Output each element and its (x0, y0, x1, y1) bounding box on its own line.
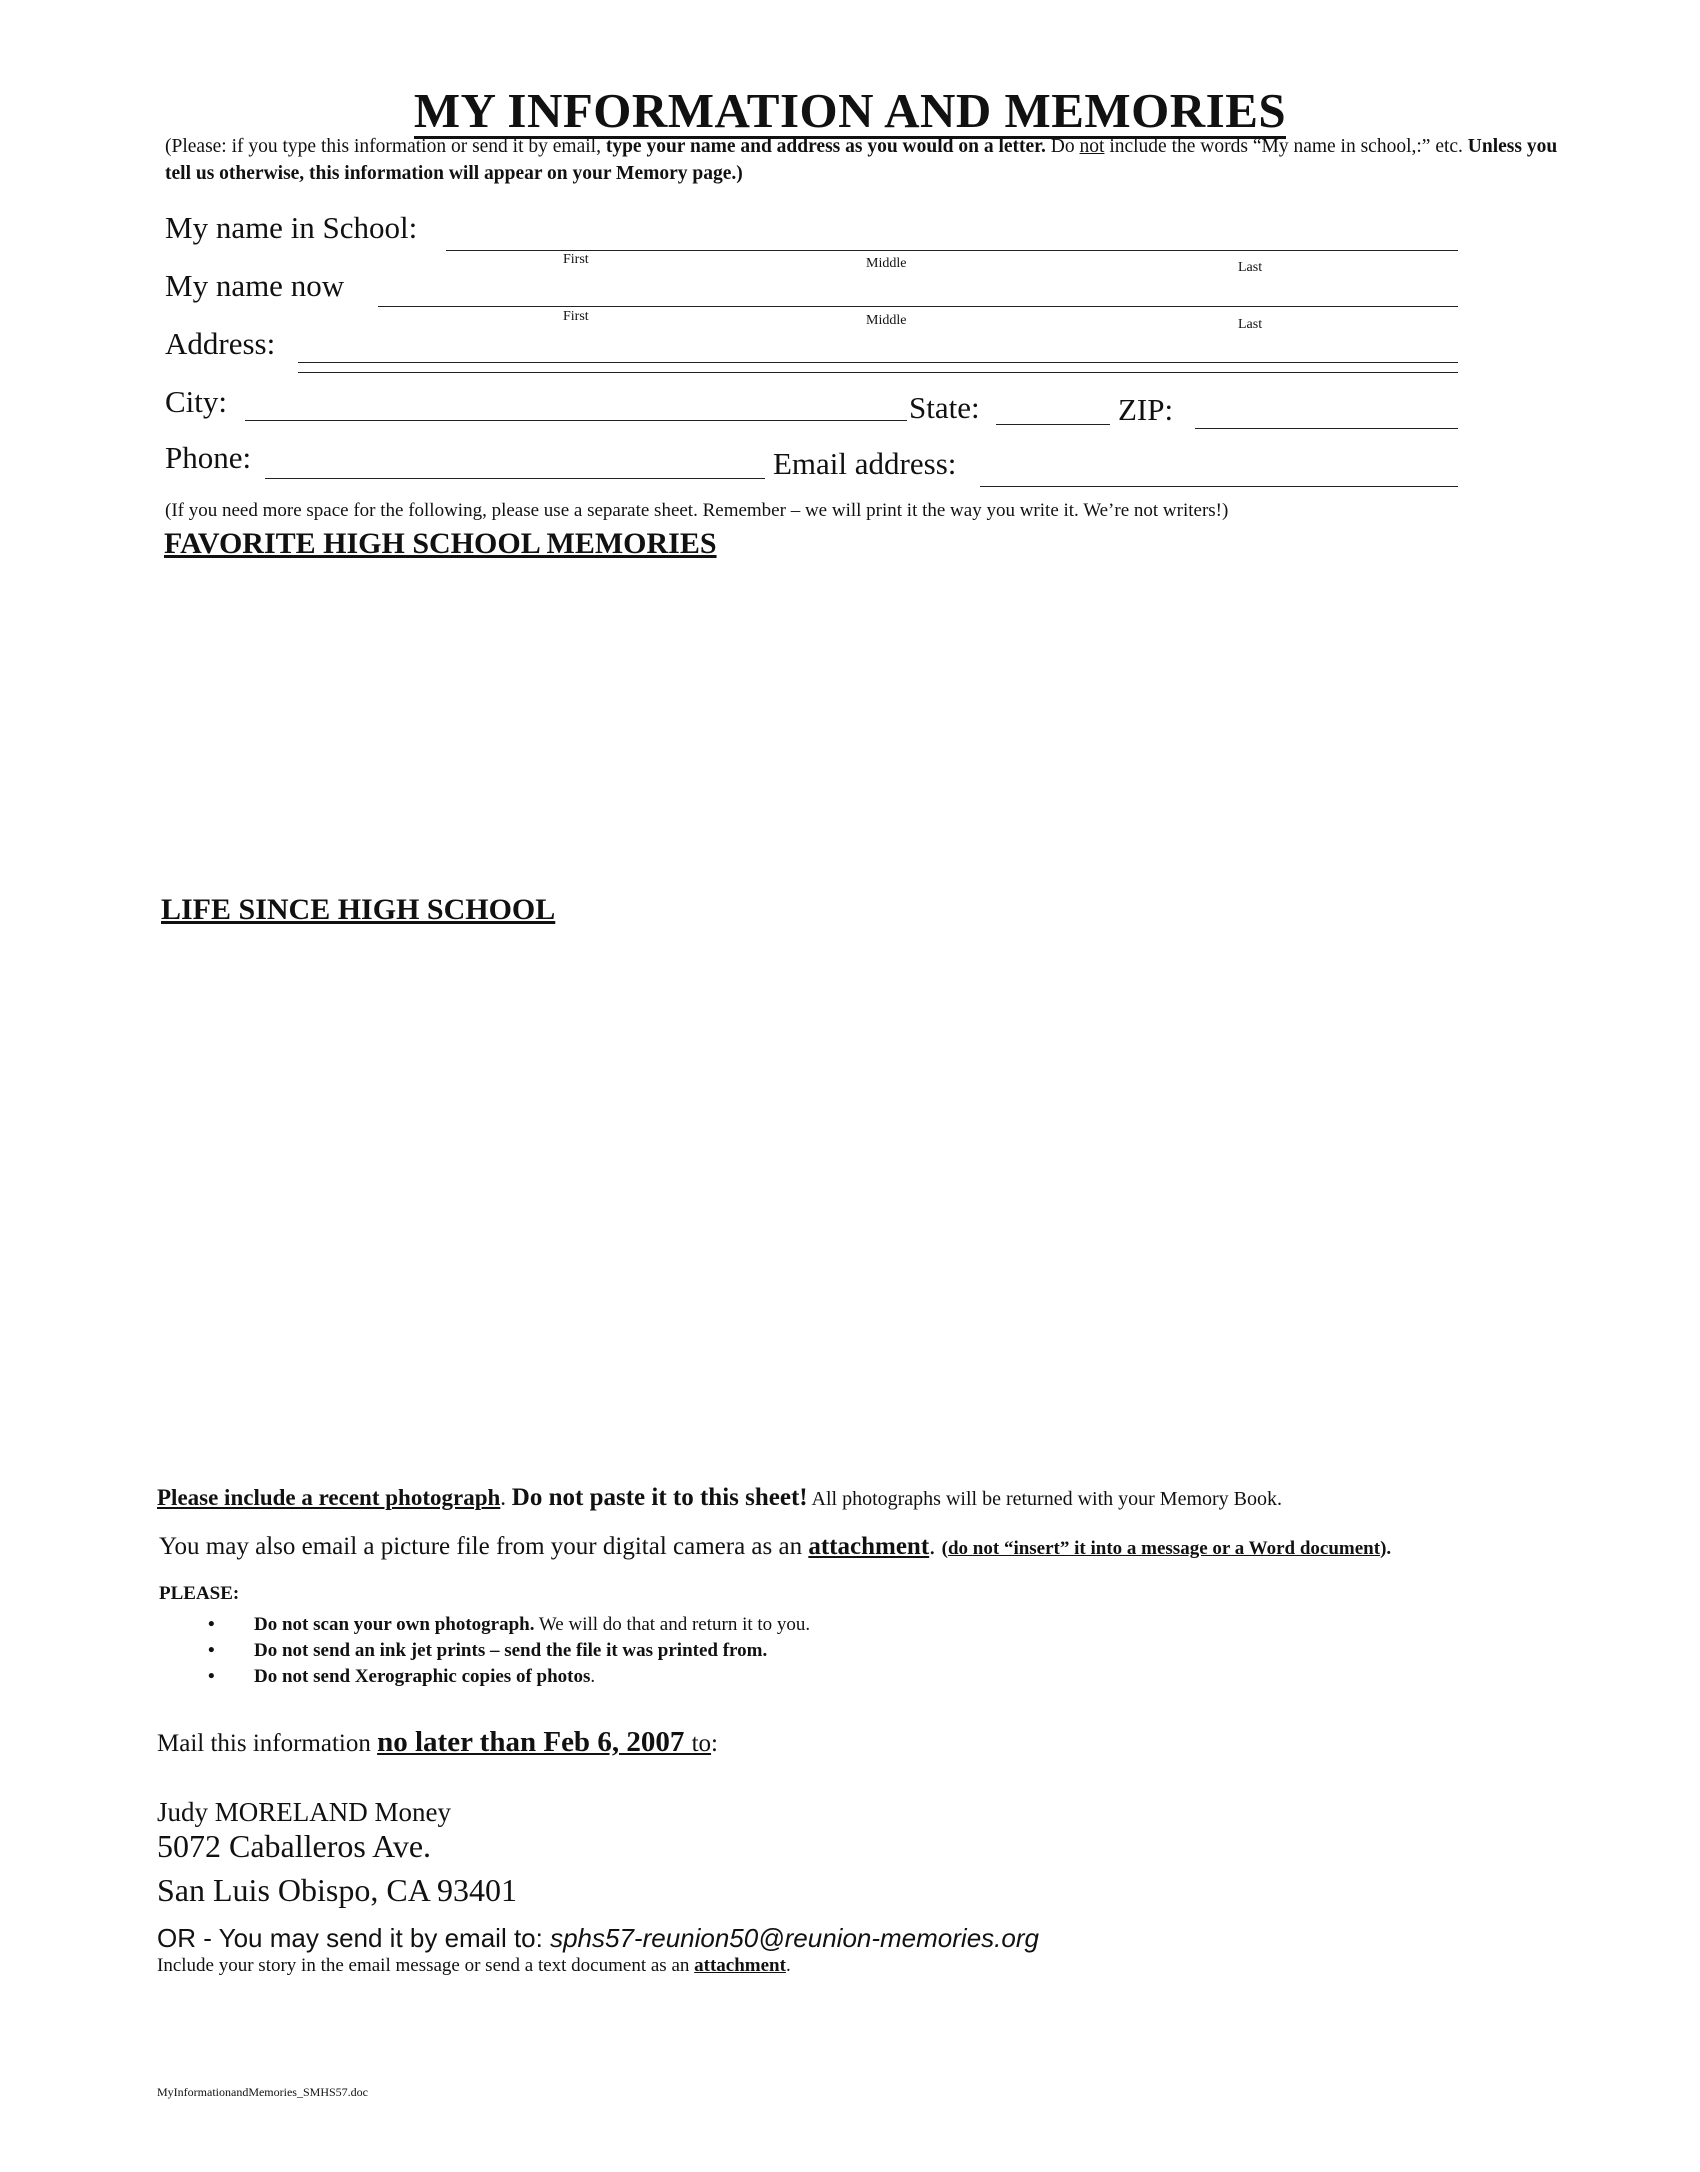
name-now-first-caption: First (563, 309, 589, 324)
address-line-1[interactable] (298, 362, 1458, 363)
name-now-middle-caption: Middle (866, 313, 907, 328)
email-line[interactable] (980, 486, 1458, 487)
life-since-heading: LIFE SINCE HIGH SCHOOL (161, 893, 556, 926)
mail-street: 5072 Caballeros Ave. (157, 1828, 432, 1864)
email-option: OR - You may send it by email to: sphs57-reunion50@reunion-memories.org (157, 1923, 1039, 1953)
list-item: • Do not scan your own photograph. We will do that and return it to you. (200, 1612, 810, 1638)
mail-city: San Luis Obispo, CA 93401 (157, 1872, 518, 1908)
extra-space-note: (If you need more space for the following, please use a separate sheet. Remember – we will print it the way you write it. We’re not writers!) (165, 500, 1229, 521)
file-name-footer: MyInformationandMemories_SMHS57.doc (157, 2085, 368, 2099)
address-label: Address: (165, 326, 276, 361)
list-item: • Do not send an ink jet prints – send the file it was printed from. (200, 1638, 810, 1664)
name-school-middle-caption: Middle (866, 256, 907, 271)
mail-deadline: Mail this information no later than Feb 6, 2007 to: (157, 1726, 718, 1758)
name-school-first-caption: First (563, 252, 589, 267)
name-school-label: My name in School: (165, 210, 418, 245)
name-school-line[interactable] (446, 250, 1458, 251)
name-now-line[interactable] (378, 306, 1458, 307)
name-now-last-caption: Last (1238, 317, 1263, 332)
bullet-icon: • (208, 1614, 215, 1635)
favorite-memories-heading: FAVORITE HIGH SCHOOL MEMORIES (164, 527, 717, 560)
intro-instructions: (Please: if you type this information or send it by email, type your name and address as you would on a letter. Do not include the words “My name in school,:” etc. Unless you tell us otherwise, this information will appear on your Memory page.) (165, 136, 1558, 184)
zip-line[interactable] (1195, 428, 1458, 429)
email-address-link[interactable]: sphs57-reunion50@reunion-memories.org (550, 1923, 1039, 1953)
photo-instruction: Please include a recent photograph. Do not paste it to this sheet! All photographs will be returned with your Memory Book. (157, 1484, 1283, 1511)
email-picture-instruction: You may also email a picture file from your digital camera as an attachment. (do not “insert” it into a message or a Word document). (159, 1533, 1392, 1560)
phone-label: Phone: (165, 440, 252, 475)
bullet-icon: • (208, 1640, 215, 1661)
phone-line[interactable] (265, 478, 765, 479)
zip-label: ZIP: (1118, 392, 1174, 427)
story-instruction: Include your story in the email message or send a text document as an attachment. (157, 1955, 791, 1976)
address-line-2[interactable] (298, 372, 1458, 373)
name-now-label: My name now (165, 268, 345, 303)
bullet-icon: • (208, 1666, 215, 1687)
mail-recipient-name: Judy MORELAND Money (157, 1797, 451, 1827)
city-line[interactable] (245, 420, 907, 421)
please-label: PLEASE: (159, 1583, 240, 1604)
list-item: • Do not send Xerographic copies of photos. (200, 1664, 810, 1690)
name-school-last-caption: Last (1238, 260, 1263, 275)
state-line[interactable] (996, 424, 1110, 425)
photo-rules-list (200, 1612, 810, 1690)
email-label: Email address: (773, 446, 957, 481)
state-label: State: (909, 390, 980, 425)
city-label: City: (165, 384, 228, 419)
page-title: MY INFORMATION AND MEMORIES (413, 83, 1287, 138)
